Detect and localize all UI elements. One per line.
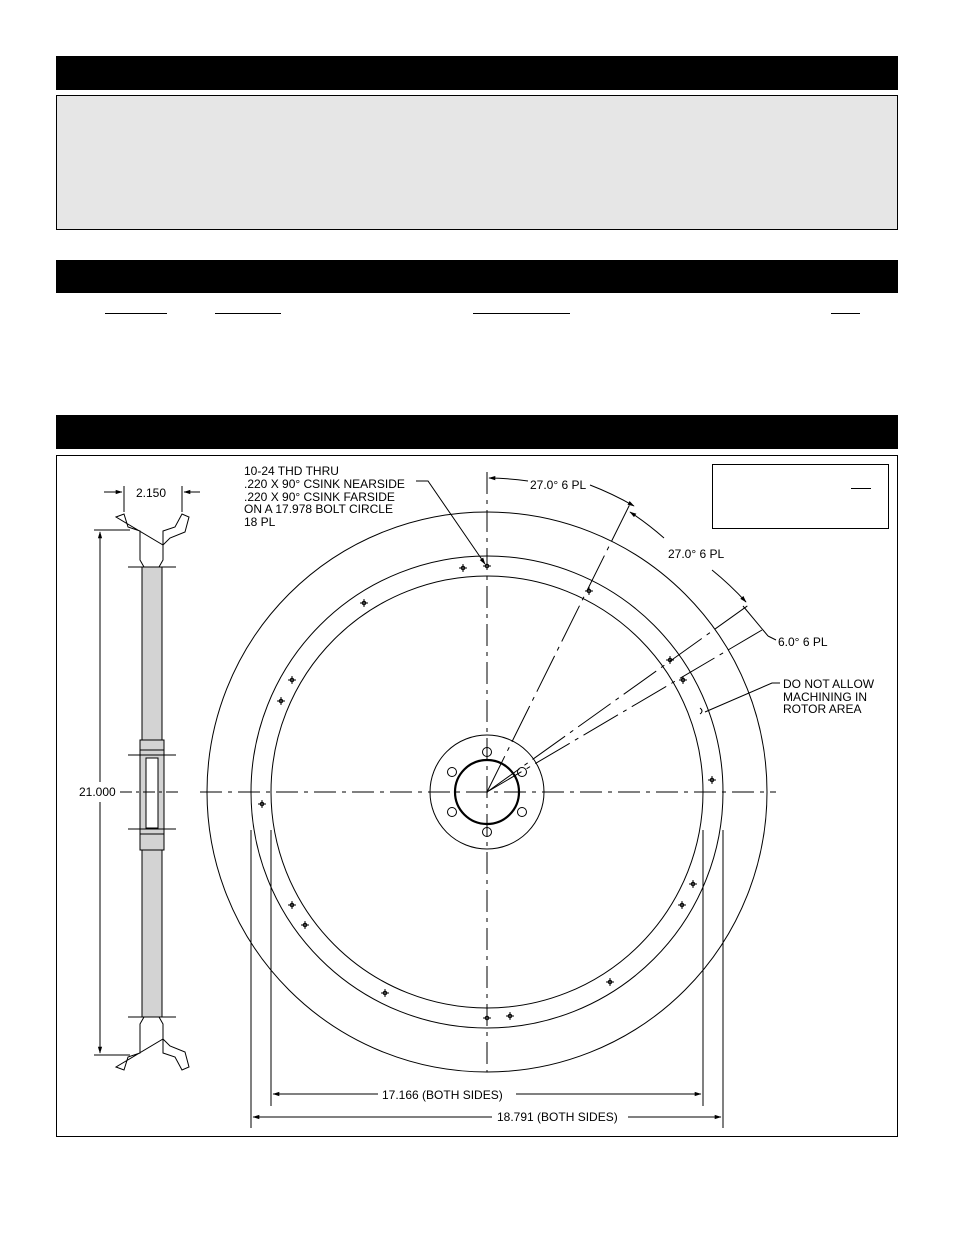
angle-label-3: 6.0° 6 PL bbox=[778, 635, 828, 649]
rotor-note-line-3: ROTOR AREA bbox=[783, 702, 862, 716]
angle-label-1: 27.0° 6 PL bbox=[530, 478, 587, 492]
hole-note-line-3: .220 X 90° CSINK FARSIDE bbox=[244, 490, 395, 504]
rotor-note-line-1: DO NOT ALLOW bbox=[783, 677, 875, 691]
hole-note-line-5: 18 PL bbox=[244, 515, 276, 529]
note-box bbox=[712, 464, 889, 529]
rotor-area-callout bbox=[700, 677, 875, 716]
angle-label-2: 27.0° 6 PL bbox=[668, 547, 725, 561]
hole-note-line-1: 10-24 THD THRU bbox=[244, 464, 339, 478]
hole-callout bbox=[244, 464, 485, 564]
front-view bbox=[200, 472, 776, 1072]
rotor-note-line-2: MACHINING IN bbox=[783, 690, 867, 704]
inner-diameter-label: 17.166 (BOTH SIDES) bbox=[382, 1088, 503, 1102]
note-box-rule bbox=[851, 488, 871, 489]
hole-note-line-4: ON A 17.978 BOLT CIRCLE bbox=[244, 502, 393, 516]
hole-note-line-2: .220 X 90° CSINK NEARSIDE bbox=[244, 477, 405, 491]
side-section-view bbox=[116, 514, 189, 1070]
width-label: 2.150 bbox=[136, 486, 167, 500]
height-label: 21.000 bbox=[79, 785, 116, 799]
outer-diameter-label: 18.791 (BOTH SIDES) bbox=[497, 1110, 618, 1124]
